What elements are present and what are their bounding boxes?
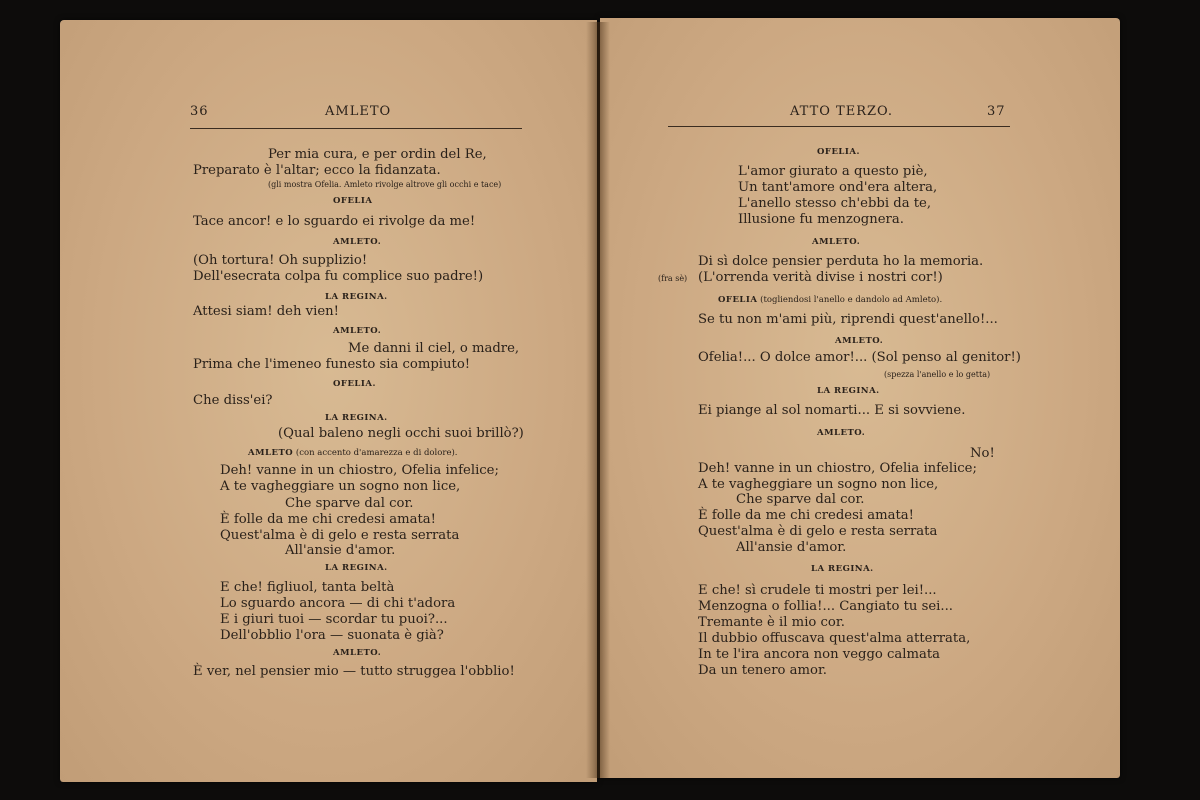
verse-line: L'amor giurato a questo piè, [738,164,928,179]
verse-line: Se tu non m'ami più, riprendi quest'anello!... [698,312,998,327]
stage-direction: (spezza l'anello e lo getta) [884,370,991,379]
verse-line: A te vagheggiare un sogno non lice, [698,477,939,492]
speaker-label: AMLETO. [333,648,382,658]
speaker-label: LA REGINA. [325,413,388,423]
verse-line: L'anello stesso ch'ebbi da te, [738,196,932,211]
verse-line: Per mia cura, e per ordin del Re, [268,147,487,162]
verse-line: Dell'obblio l'ora — suonata è già? [220,628,444,643]
verse-line: Ei piange al sol nomarti... E si sovviene. [698,403,966,418]
verse-line: Che sparve dal cor. [285,496,414,511]
verse-line: È folle da me chi credesi amata! [220,512,436,527]
verse-line: Che sparve dal cor. [736,492,865,507]
verse-line: Ofelia!... O dolce amor!... (Sol penso al genitor!) [698,350,1021,365]
verse-line: Che diss'ei? [193,393,273,408]
verse-line: Preparato è l'altar; ecco la fidanzata. [193,163,441,178]
verse-line: È folle da me chi credesi amata! [698,508,914,523]
verse-line: E che! sì crudele ti mostri per lei!... [698,583,937,598]
running-head-left: AMLETO [325,104,392,119]
verse-line: (Oh tortura! Oh supplizio! [193,253,368,268]
page-number-right: 37 [987,104,1006,119]
verse-line: Dell'esecrata colpa fu complice suo padre!) [193,269,484,284]
verse-line: Da un tenero amor. [698,663,827,678]
verse-line: All'ansie d'amor. [285,543,396,558]
speaker-label: OFELIA [333,196,373,206]
speaker-label: AMLETO [248,448,294,458]
verse-line: E i giuri tuoi — scordar tu puoi?... [220,612,448,627]
book-gutter [586,22,610,778]
stage-direction: (con accento d'amarezza e di dolore). [295,448,458,458]
verse-line: Quest'alma è di gelo e resta serrata [220,528,460,543]
verse-line: E che! figliuol, tanta beltà [220,580,395,595]
page-number-left: 36 [190,104,209,119]
verse-line: Di sì dolce pensier perduta ho la memoria. [698,254,984,269]
stage-direction: (fra sè) [658,274,688,283]
verse-line: È ver, nel pensier mio — tutto struggea l'obblio! [193,664,515,679]
running-head-right: ATTO TERZO. [790,104,894,119]
speaker-label: AMLETO. [817,428,866,438]
speaker-label: AMLETO. [835,336,884,346]
verse-line: Attesi siam! deh vien! [193,304,339,319]
speaker-label: OFELIA [718,295,758,305]
verse-line: In te l'ira ancora non veggo calmata [698,647,941,662]
speaker-label: AMLETO. [333,326,382,336]
speaker-with-direction [718,295,942,305]
verse-line: (L'orrenda verità divise i nostri cor!) [698,270,943,285]
speaker-label: LA REGINA. [325,563,388,573]
speaker-label: AMLETO. [812,237,861,247]
verse-line: Prima che l'imeneo funesto sia compiuto! [193,357,471,372]
verse-line: Menzogna o follia!... Cangiato tu sei... [698,599,953,614]
verse-line: Deh! vanne in un chiostro, Ofelia infelice; [220,463,499,478]
verse-line: Lo sguardo ancora — di chi t'adora [220,596,456,611]
verse-line: Un tant'amore ond'era altera, [738,180,938,195]
right-page [600,18,1120,778]
speaker-label: LA REGINA. [325,292,388,302]
verse-line: Illusione fu menzognera. [738,212,904,227]
stage-direction: (togliendosi l'anello e dandolo ad Amleto). [760,295,943,305]
speaker-label: LA REGINA. [817,386,880,396]
verse-line: Quest'alma è di gelo e resta serrata [698,524,938,539]
header-rule-left [190,128,522,129]
speaker-with-direction [248,448,458,458]
header-rule-right [668,126,1010,127]
speaker-label: OFELIA. [333,379,376,389]
verse-line: Deh! vanne in un chiostro, Ofelia infelice; [698,461,977,476]
verse-line: No! [970,446,995,461]
verse-line: Il dubbio offuscava quest'alma atterrata, [698,631,971,646]
verse-line: Tace ancor! e lo sguardo ei rivolge da me! [193,214,476,229]
speaker-label: LA REGINA. [811,564,874,574]
speaker-label: AMLETO. [333,237,382,247]
speaker-label: OFELIA. [817,147,860,157]
verse-line: All'ansie d'amor. [736,540,847,555]
verse-line: Tremante è il mio cor. [698,615,845,630]
stage-direction: (gli mostra Ofelia. Amleto rivolge altrove gli occhi e tace) [268,180,502,189]
verse-line: Me danni il ciel, o madre, [348,341,520,356]
verse-line: (Qual baleno negli occhi suoi brillò?) [278,426,524,441]
verse-line: A te vagheggiare un sogno non lice, [220,479,461,494]
